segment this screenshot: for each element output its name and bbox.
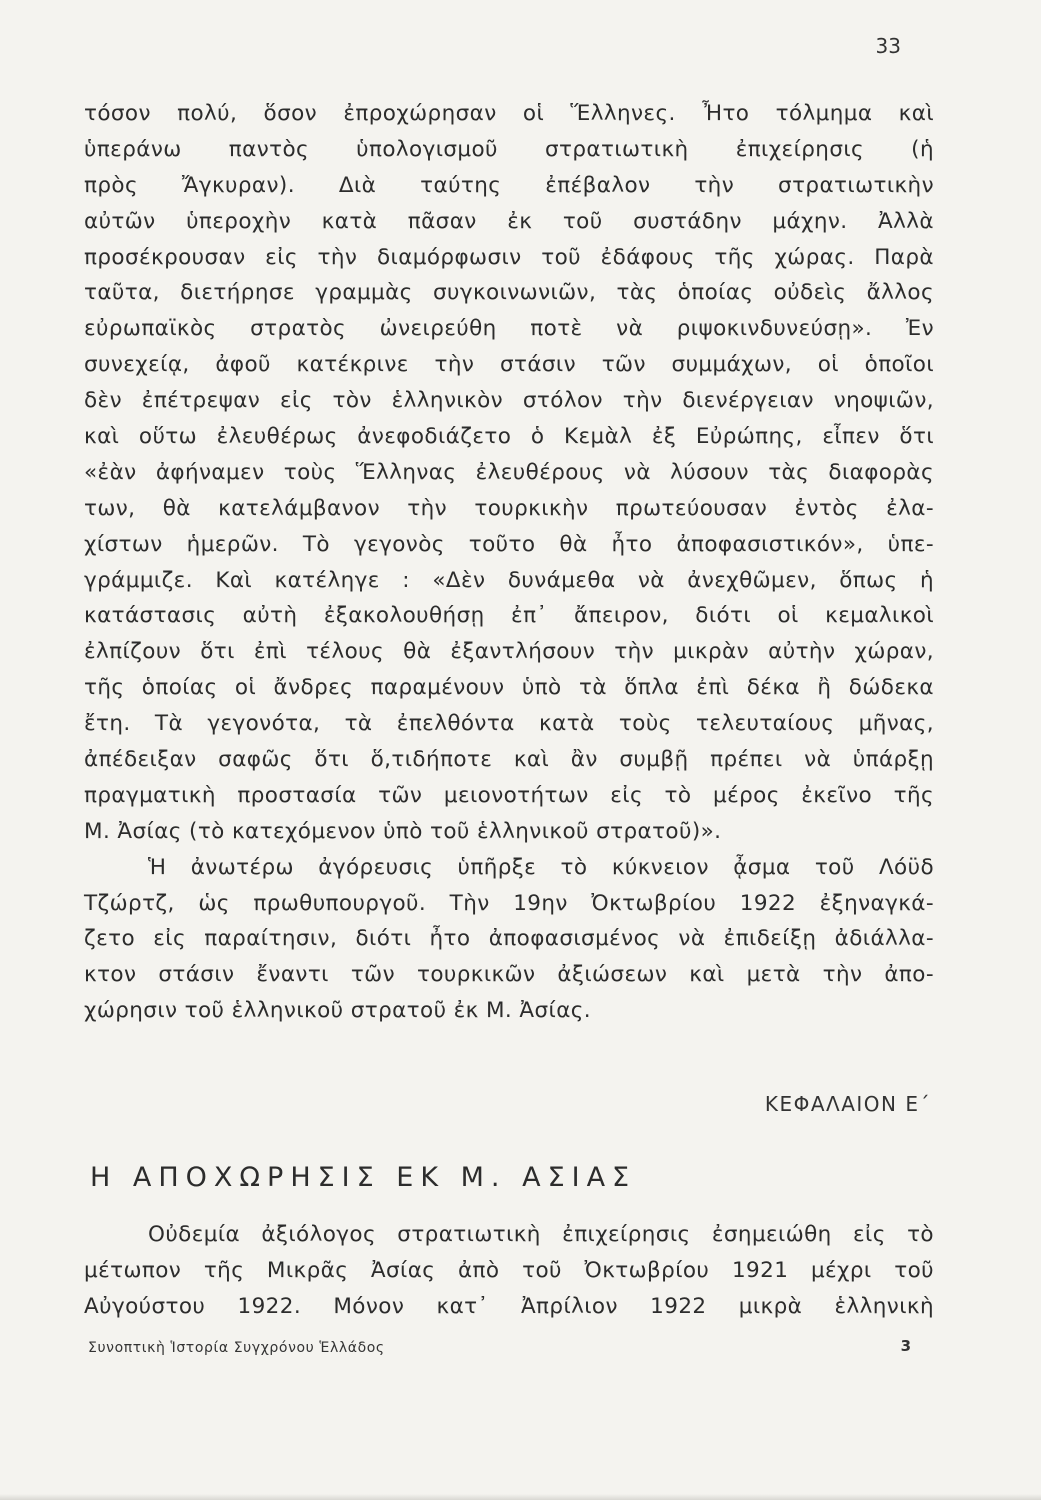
- text-line: εὐρωπαϊκὸς στρατὸς ὠνειρεύθη ποτὲ νὰ ριψοκινδυνεύσῃ». Ἐν: [84, 316, 934, 342]
- text-line: ζετο εἰς παραίτησιν, διότι ἦτο ἀποφασισμένος νὰ ἐπιδείξῃ ἀδιάλλα-: [84, 926, 934, 952]
- chapter-label: ΚΕΦΑΛΑΙΟΝ Ε΄: [764, 1092, 931, 1116]
- text-line: ταῦτα, διετήρησε γραμμὰς συγκοινωνιῶν, τὰς ὁποίας οὐδεὶς ἄλλος: [84, 280, 934, 306]
- text-line: ὑπεράνω παντὸς ὑπολογισμοῦ στρατιωτικὴ ἐπιχείρησις (ἡ: [84, 136, 934, 162]
- text-line: τῆς ὁποίας οἱ ἄνδρες παραμένουν ὑπὸ τὰ ὅπλα ἐπὶ δέκα ἢ δώδεκα: [84, 675, 934, 701]
- text-line: πραγματικὴ προστασία τῶν μειονοτήτων εἰς τὸ μέρος ἐκεῖνο τῆς: [84, 782, 934, 808]
- text-line: χώρησιν τοῦ ἑλληνικοῦ στρατοῦ ἐκ Μ. Ἀσίας.: [84, 998, 592, 1024]
- footer-signature: 3: [900, 1337, 911, 1355]
- text-line: «ἐὰν ἀφήναμεν τοὺς Ἕλληνας ἐλευθέρους νὰ λύσουν τὰς διαφορὰς: [84, 459, 934, 485]
- text-line: Οὐδεμία ἀξιόλογος στρατιωτικὴ ἐπιχείρησις ἐσημειώθη εἰς τὸ: [148, 1222, 934, 1247]
- text-line: ἀπέδειξαν σαφῶς ὅτι ὅ,τιδήποτε καὶ ἂν συμβῇ πρέπει νὰ ὑπάρξῃ: [84, 747, 934, 773]
- text-line: Μ. Ἀσίας (τὸ κατεχόμενον ὑπὸ τοῦ ἑλληνικοῦ στρατοῦ)».: [84, 818, 722, 844]
- text-line: κατάστασις αὐτὴ ἐξακολουθήσῃ ἐπ᾽ ἄπειρον, διότι οἱ κεμαλικοὶ: [84, 603, 934, 629]
- text-line: Ἡ ἀνωτέρω ἀγόρευσις ὑπῆρξε τὸ κύκνειον ᾆσμα τοῦ Λόϋδ: [148, 854, 934, 880]
- section-title: Η ΑΠΟΧΩΡΗΣΙΣ ΕΚ Μ. ΑΣΙΑΣ: [90, 1162, 637, 1193]
- text-line: καὶ οὕτω ἐλευθέρως ἀνεφοδιάζετο ὁ Κεμὰλ ἐξ Εὐρώπης, εἶπεν ὅτι: [84, 424, 934, 450]
- text-line: προσέκρουσαν εἰς τὴν διαμόρφωσιν τοῦ ἐδάφους τῆς χώρας. Παρὰ: [84, 244, 934, 270]
- text-line: τόσον πολύ, ὅσον ἐπροχώρησαν οἱ Ἕλληνες. Ἦτο τόλμημα καὶ: [84, 101, 934, 126]
- text-line: ἔτη. Τὰ γεγονότα, τὰ ἐπελθόντα κατὰ τοὺς τελευταίους μῆνας,: [84, 711, 934, 737]
- text-line: κτον στάσιν ἔναντι τῶν τουρκικῶν ἀξιώσεων καὶ μετὰ τὴν ἀπο-: [84, 962, 934, 988]
- page-edge-shadow: [0, 1494, 1041, 1500]
- text-line: πρὸς Ἄγκυραν). Διὰ ταύτης ἐπέβαλον τὴν στρατιωτικὴν: [84, 172, 934, 198]
- text-line: Τζώρτζ, ὡς πρωθυπουργοῦ. Τὴν 19ην Ὀκτωβρίου 1922 ἐξηναγκά-: [84, 890, 934, 916]
- text-line: ἐλπίζουν ὅτι ἐπὶ τέλους θὰ ἐξαντλήσουν τὴν μικρὰν αὐτὴν χώραν,: [84, 639, 934, 665]
- text-line: αὐτῶν ὑπεροχὴν κατὰ πᾶσαν ἐκ τοῦ συστάδην μάχην. Ἀλλὰ: [84, 208, 934, 234]
- text-line: συνεχείᾳ, ἀφοῦ κατέκρινε τὴν στάσιν τῶν συμμάχων, οἱ ὁποῖοι: [84, 352, 934, 378]
- text-line: μέτωπον τῆς Μικρᾶς Ἀσίας ἀπὸ τοῦ Ὀκτωβρίου 1921 μέχρι τοῦ: [84, 1257, 934, 1283]
- main-text: [84, 96, 934, 1029]
- text-line: δὲν ἐπέτρεψαν εἰς τὸν ἑλληνικὸν στόλον τὴν διενέργειαν νηοψιῶν,: [84, 388, 934, 414]
- text-line: των, θὰ κατελάμβανον τὴν τουρκικὴν πρωτεύουσαν ἐντὸς ἐλα-: [84, 495, 934, 521]
- section-text: [84, 1217, 934, 1325]
- footer-book-title: Συνοπτικὴ Ἱστορία Συγχρόνου Ἑλλάδος: [88, 1340, 385, 1356]
- text-line: Αὐγούστου 1922. Μόνον κατ᾽ Ἀπρίλιον 1922 μικρὰ ἑλληνικὴ: [84, 1293, 934, 1319]
- text-line: γράμμιζε. Καὶ κατέληγε : «Δὲν δυνάμεθα νὰ ἀνεχθῶμεν, ὅπως ἡ: [84, 567, 934, 593]
- page-number: 33: [875, 34, 901, 58]
- text-line: χίστων ἡμερῶν. Τὸ γεγονὸς τοῦτο θὰ ἦτο ἀποφασιστικόν», ὑπε-: [84, 531, 934, 557]
